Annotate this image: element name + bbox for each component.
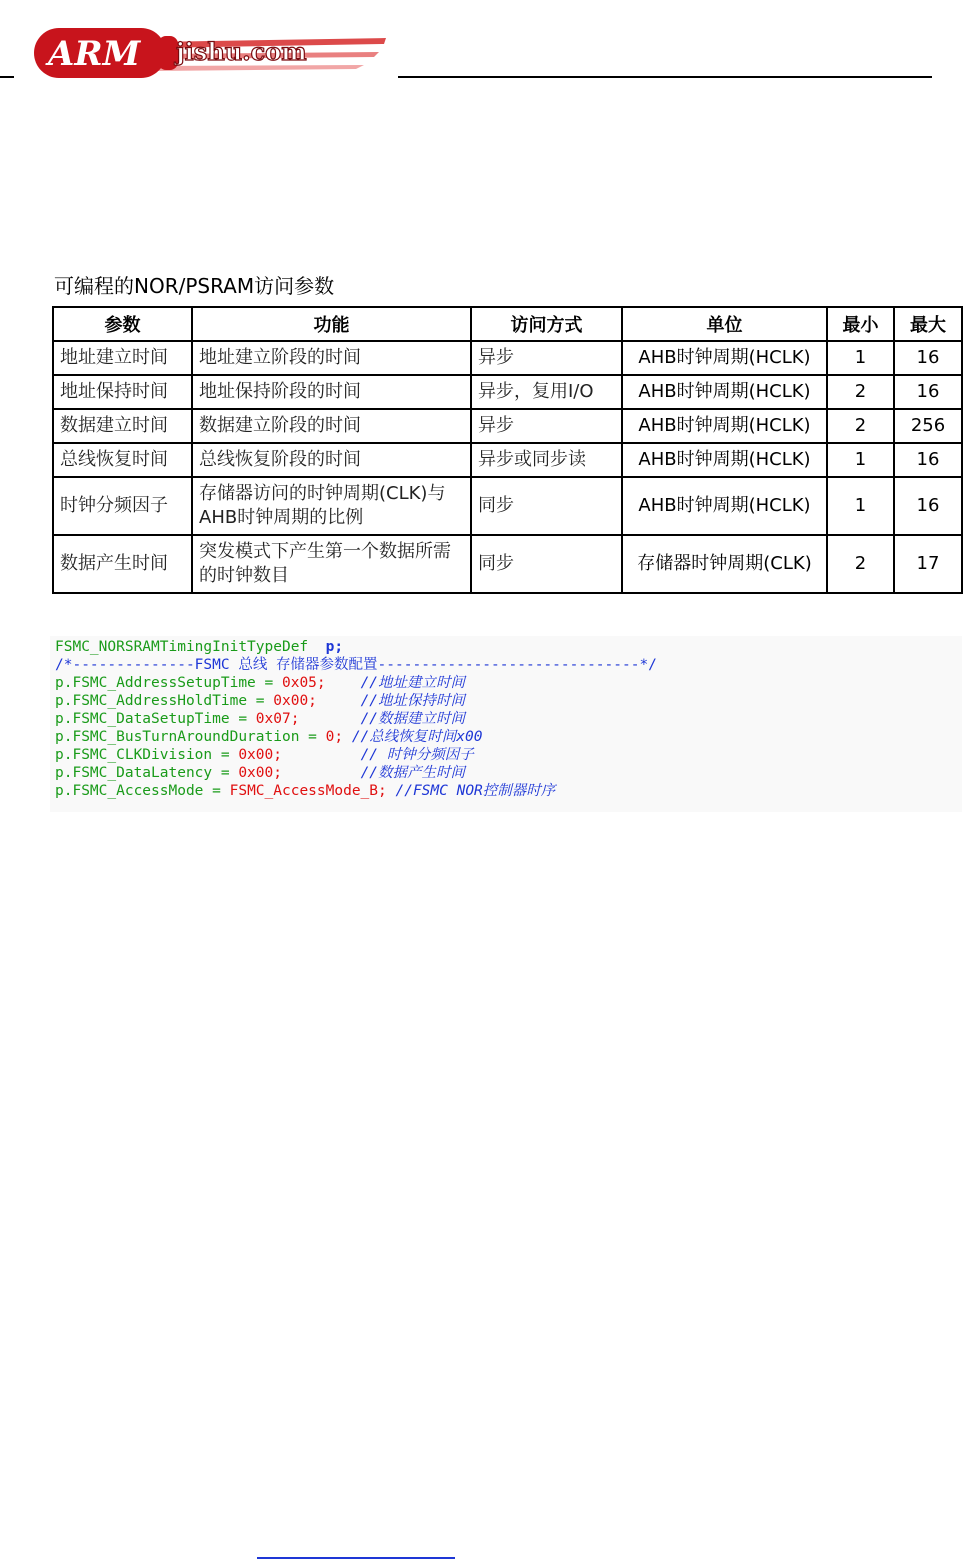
code-value: 0x05; <box>281 675 326 691</box>
cell-function: 存储器访问的时钟周期(CLK)与AHB时钟周期的比例 <box>192 477 471 535</box>
code-line <box>55 710 465 728</box>
code-lhs: p.FSMC_BusTurnAroundDuration = <box>55 729 326 745</box>
code-pad <box>282 765 361 781</box>
cell-param: 时钟分频因子 <box>53 477 192 535</box>
cell-param: 地址保持时间 <box>53 375 192 409</box>
cell-param: 总线恢复时间 <box>53 443 192 477</box>
cell-param: 数据产生时间 <box>53 535 192 593</box>
code-decl-type: FSMC_NORSRAMTimingInitTypeDef <box>55 639 309 655</box>
cell-unit: 存储器时钟周期(CLK) <box>622 535 827 593</box>
col-header-min: 最小 <box>827 307 894 341</box>
code-pad <box>299 711 360 727</box>
code-banner-comment: /*--------------FSMC 总线 存储器参数配置------------------------------*/ <box>55 657 657 673</box>
table-title: 可编程的NOR/PSRAM访问参数 <box>54 274 335 298</box>
code-comment: //数据产生时间 <box>360 765 466 781</box>
code-comment: //数据建立时间 <box>360 711 466 727</box>
code-lhs: p.FSMC_AddressHoldTime = <box>55 693 274 709</box>
code-line <box>55 728 482 746</box>
cell-min: 2 <box>827 535 894 593</box>
cell-min: 1 <box>827 477 894 535</box>
code-line <box>55 782 555 800</box>
cell-max: 256 <box>894 409 962 443</box>
header-rule-right <box>398 76 932 78</box>
code-comment: //地址建立时间 <box>360 675 466 691</box>
cell-unit: AHB时钟周期(HCLK) <box>622 375 827 409</box>
col-header-param: 参数 <box>53 307 192 341</box>
col-header-function: 功能 <box>192 307 471 341</box>
code-value: 0; <box>325 729 344 745</box>
table-row <box>53 535 962 593</box>
cell-max: 16 <box>894 375 962 409</box>
cell-access: 异步，复用I/O <box>471 375 622 409</box>
code-comment: //总线恢复时间x00 <box>351 729 483 745</box>
logo-domain-text: jishu.com <box>176 37 307 66</box>
code-line <box>55 746 474 764</box>
cell-min: 2 <box>827 409 894 443</box>
code-line <box>55 764 465 782</box>
cell-function: 总线恢复阶段的时间 <box>192 443 471 477</box>
cell-unit: AHB时钟周期(HCLK) <box>622 341 827 375</box>
code-comment: //FSMC NOR控制器时序 <box>395 783 556 799</box>
code-lhs: p.FSMC_CLKDivision = <box>55 747 239 763</box>
cell-unit: AHB时钟周期(HCLK) <box>622 443 827 477</box>
cell-function: 地址建立阶段的时间 <box>192 341 471 375</box>
cell-access: 异步或同步读 <box>471 443 622 477</box>
col-header-unit: 单位 <box>622 307 827 341</box>
cell-function: 数据建立阶段的时间 <box>192 409 471 443</box>
cell-min: 1 <box>827 341 894 375</box>
table-row <box>53 341 962 375</box>
code-lhs: p.FSMC_DataSetupTime = <box>55 711 256 727</box>
table-row <box>53 375 962 409</box>
cell-access: 同步 <box>471 477 622 535</box>
code-block <box>50 636 962 812</box>
code-line-banner <box>55 656 657 674</box>
code-value: 0x00; <box>238 747 282 763</box>
code-pad <box>282 747 361 763</box>
nor-psram-params-table <box>52 306 963 594</box>
code-lhs: p.FSMC_AccessMode = <box>55 783 230 799</box>
code-pad <box>326 675 361 691</box>
cell-max: 16 <box>894 341 962 375</box>
code-pad <box>317 693 361 709</box>
cell-param: 数据建立时间 <box>53 409 192 443</box>
cell-min: 1 <box>827 443 894 477</box>
code-lhs: p.FSMC_DataLatency = <box>55 765 239 781</box>
header-rule-left <box>0 76 14 78</box>
cell-unit: AHB时钟周期(HCLK) <box>622 477 827 535</box>
site-logo[interactable] <box>34 24 388 82</box>
code-line <box>55 674 465 692</box>
cell-access: 异步 <box>471 409 622 443</box>
code-comment: //地址保持时间 <box>360 693 466 709</box>
code-pad <box>343 729 352 745</box>
cell-access: 异步 <box>471 341 622 375</box>
cell-access: 同步 <box>471 535 622 593</box>
code-value: 0x00; <box>273 693 317 709</box>
table-header-row <box>53 307 962 341</box>
code-value: 0x07; <box>255 711 300 727</box>
table-row <box>53 443 962 477</box>
cell-max: 16 <box>894 443 962 477</box>
cell-max: 17 <box>894 535 962 593</box>
cell-function: 突发模式下产生第一个数据所需的时钟数目 <box>192 535 471 593</box>
code-lhs: p.FSMC_AddressSetupTime = <box>55 675 282 691</box>
cell-unit: AHB时钟周期(HCLK) <box>622 409 827 443</box>
cell-max: 16 <box>894 477 962 535</box>
table-row <box>53 477 962 535</box>
code-comment: // 时钟分频因子 <box>360 747 474 763</box>
col-header-access: 访问方式 <box>471 307 622 341</box>
logo-arm-text: ARM <box>48 34 141 74</box>
code-line-declaration <box>55 638 343 656</box>
col-header-max: 最大 <box>894 307 962 341</box>
table-row <box>53 409 962 443</box>
code-value: FSMC_AccessMode_B; <box>229 783 387 799</box>
cell-min: 2 <box>827 375 894 409</box>
footer-link-underline[interactable] <box>257 1557 455 1559</box>
code-decl-var: p; <box>325 639 344 655</box>
code-line <box>55 692 465 710</box>
cell-param: 地址建立时间 <box>53 341 192 375</box>
code-value: 0x00; <box>238 765 282 781</box>
cell-function: 地址保持阶段的时间 <box>192 375 471 409</box>
